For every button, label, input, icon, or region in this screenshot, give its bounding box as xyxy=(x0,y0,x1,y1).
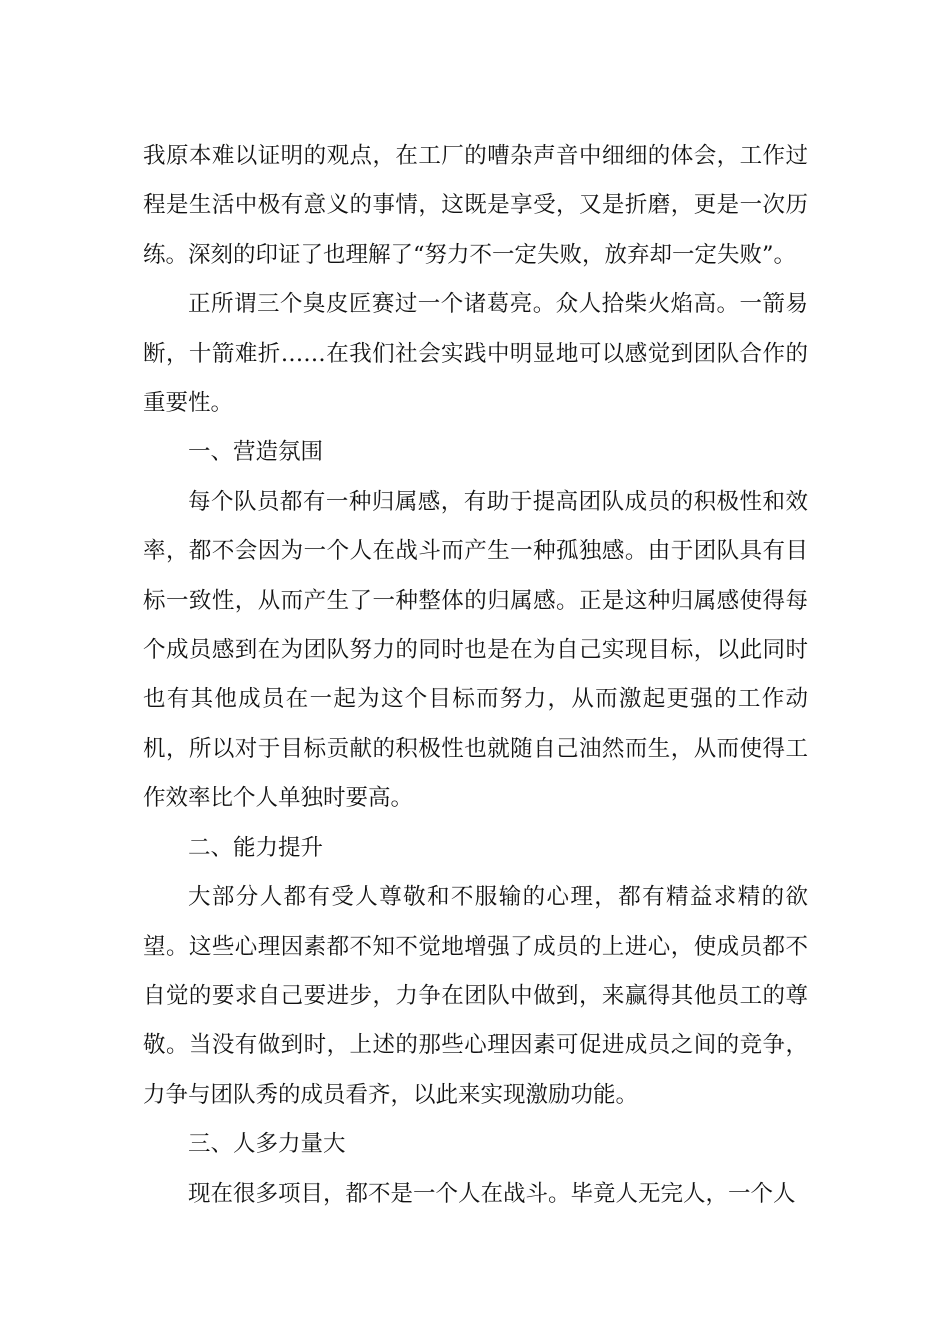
paragraph-strength-in-numbers: 现在很多项目，都不是一个人在战斗。毕竟人无完人，一个人 xyxy=(188,1180,796,1207)
paragraph-ability: 大部分人都有受人尊敬和不服输的心理，都有精益求精的欲望。这些心理因素都不知不觉地增强了成员的上进心，使成员都不自觉的要求自己要进步，力争在团队中做到，来赢得其他员工的尊敬。当没有做到时，上述的那些心理因素可促进成员之间的竞争，力争与团队秀的成员看齐，以此来实现激励功能。 xyxy=(143,884,808,1108)
paragraph-teamwork-intro: 正所谓三个臭皮匠赛过一个诸葛亮。众人拾柴火焰高。一箭易断，十箭难折……在我们社会实践中明显地可以感觉到团队合作的重要性。 xyxy=(143,291,808,417)
paragraph-opening: 我原本难以证明的观点，在工厂的嘈杂声音中细细的体会，工作过程是生活中极有意义的事情，这既是享受，又是折磨，更是一次历练。深刻的印证了也理解了“努力不一定失败，放弃却一定失败”。 xyxy=(143,143,808,268)
paragraph-atmosphere: 每个队员都有一种归属感，有助于提高团队成员的积极性和效率，都不会因为一个人在战斗而产生一种孤独感。由于团队具有目标一致性，从而产生了一种整体的归属感。正是这种归属感使得每个成员感到在为团队努力的同时也是在为自己实现目标，以此同时也有其他成员在一起为这个目标而努力，从而激起更强的工作动机，所以对于目标贡献的积极性也就随自己油然而生，从而使得工作效率比个人单独时要高。 xyxy=(143,488,808,812)
section-heading-strength-in-numbers: 三、人多力量大 xyxy=(188,1131,346,1158)
section-heading-ability: 二、能力提升 xyxy=(188,834,324,861)
section-heading-atmosphere: 一、营造氛围 xyxy=(188,439,324,466)
document-page xyxy=(143,132,808,1219)
